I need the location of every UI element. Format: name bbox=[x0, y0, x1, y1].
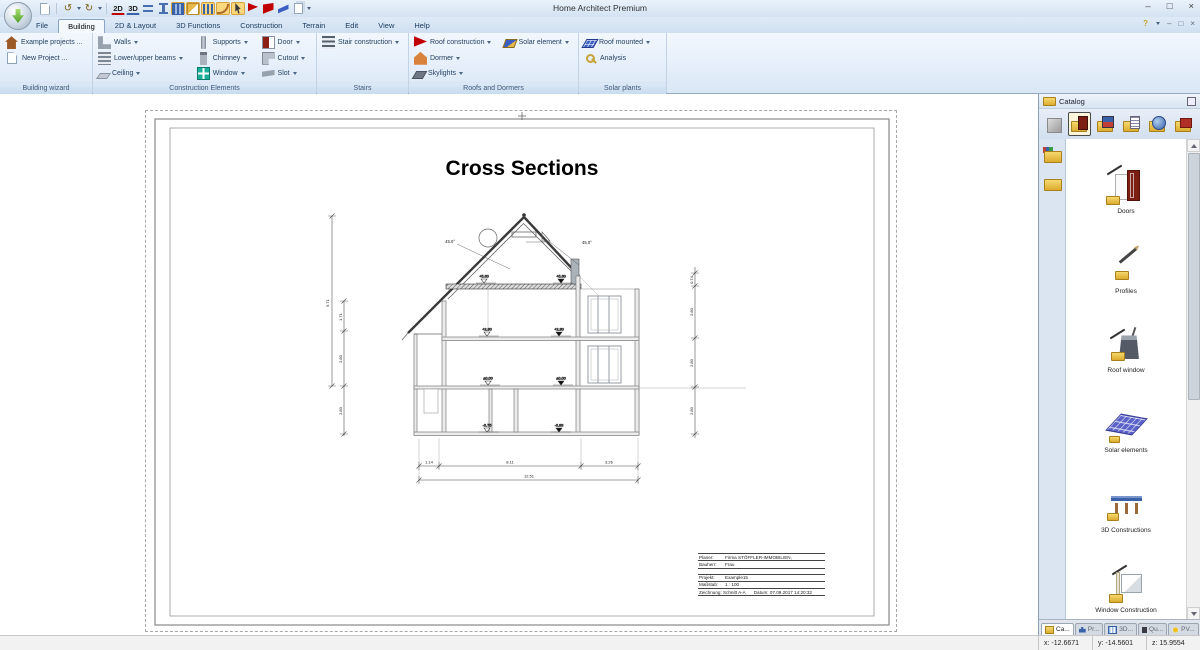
catalog-item-label: Roof window bbox=[1107, 367, 1145, 375]
dim-label: 8.11 bbox=[506, 459, 514, 465]
ribbon-minimize-button[interactable]: – bbox=[1167, 19, 1172, 28]
roof-lines bbox=[402, 213, 614, 340]
catalog-item-doors[interactable] bbox=[1066, 141, 1186, 221]
title-block bbox=[698, 553, 825, 596]
titleblock-label: Planer: bbox=[699, 554, 714, 560]
example-projects-button[interactable] bbox=[4, 35, 88, 51]
dropdown-arrow-icon[interactable] bbox=[646, 41, 650, 44]
drawing-canvas[interactable] bbox=[0, 94, 1037, 635]
red-box-icon bbox=[1180, 118, 1192, 128]
lower-upper-beams-button[interactable] bbox=[97, 51, 190, 67]
level-label: +2.80 bbox=[554, 327, 564, 332]
titleblock-value: Example15 bbox=[725, 575, 748, 581]
catalog-item-roof-window[interactable] bbox=[1066, 301, 1186, 381]
new-project-button[interactable] bbox=[4, 51, 88, 67]
level-label: +2.80 bbox=[482, 327, 492, 332]
ribbon-restore-button[interactable]: □ bbox=[1178, 19, 1184, 28]
group-building-wizard bbox=[0, 33, 93, 93]
sun-icon bbox=[1172, 627, 1179, 633]
minimize-button[interactable]: – bbox=[1145, 1, 1151, 12]
group-roofs-and-dormers bbox=[409, 33, 579, 93]
dropdown-arrow-icon[interactable] bbox=[296, 41, 300, 44]
copy-dropdown-icon[interactable] bbox=[307, 7, 311, 10]
dropdown-arrow-icon[interactable] bbox=[487, 41, 491, 44]
stairs-icon bbox=[322, 36, 335, 49]
group-solar-plants bbox=[579, 33, 667, 93]
supports-label: Supports bbox=[212, 39, 241, 47]
window-construction-icon bbox=[1103, 565, 1149, 605]
catalog-item-label: Profiles bbox=[1115, 287, 1137, 295]
app-orb-arrow-icon bbox=[12, 9, 24, 23]
tab-3d-functions[interactable]: 3D Functions bbox=[176, 21, 221, 30]
drawing-title: Cross Sections bbox=[445, 157, 599, 180]
catalog-objects-button[interactable] bbox=[1042, 112, 1065, 136]
dim-label: 2.80 bbox=[689, 359, 694, 367]
cutout-label: Cutout bbox=[277, 54, 299, 62]
roof-construction-button[interactable] bbox=[413, 35, 497, 51]
dropdown-arrow-icon[interactable] bbox=[241, 72, 245, 75]
tab-help[interactable]: Help bbox=[414, 21, 430, 30]
folder-icon bbox=[1044, 151, 1062, 163]
ceiling-icon bbox=[96, 73, 111, 79]
tab-edit[interactable]: Edit bbox=[345, 21, 359, 30]
door-icon bbox=[262, 36, 275, 49]
toolbar-separator bbox=[56, 3, 57, 14]
tab-pv[interactable] bbox=[1168, 623, 1199, 635]
bottom-dimensions bbox=[417, 438, 641, 484]
dim-label: 1.14 bbox=[425, 459, 433, 465]
group-construction-elements bbox=[93, 33, 317, 93]
chimney-icon bbox=[200, 52, 207, 65]
ribbon bbox=[0, 33, 1200, 94]
new-page-icon bbox=[7, 52, 17, 64]
titlebar bbox=[0, 0, 1200, 18]
copy-icon[interactable] bbox=[291, 2, 305, 15]
walls-button[interactable] bbox=[97, 35, 190, 51]
tab-label: Qu... bbox=[1149, 626, 1164, 633]
quick-access-toolbar bbox=[38, 1, 311, 16]
group-label-construction-elements: Construction Elements bbox=[93, 82, 316, 95]
ceiling-button[interactable] bbox=[97, 66, 190, 82]
roof-wedge-tool-icon[interactable] bbox=[276, 2, 290, 15]
catalog-item-label: Window Construction bbox=[1095, 606, 1157, 614]
right-dimensions bbox=[689, 267, 699, 438]
window-icon bbox=[197, 67, 210, 80]
beams-icon bbox=[98, 52, 111, 65]
dropdown-arrow-icon[interactable] bbox=[293, 72, 297, 75]
group-label-roofs-and-dormers: Roofs and Dormers bbox=[409, 82, 578, 95]
dim-label: 2.80 bbox=[338, 407, 343, 415]
interior-walls bbox=[424, 289, 518, 432]
stair-construction-label: Stair construction bbox=[338, 39, 393, 47]
catalog-title: Catalog bbox=[1059, 96, 1085, 106]
group-stairs bbox=[317, 33, 409, 93]
example-projects-label: Example projects ... bbox=[21, 39, 83, 47]
slot-button[interactable] bbox=[261, 66, 312, 82]
dropdown-arrow-icon[interactable] bbox=[301, 57, 305, 60]
roof-angle-right-label: 45.0° bbox=[582, 240, 592, 245]
catalog-item-window-construction[interactable] bbox=[1066, 540, 1186, 620]
dropdown-arrow-icon[interactable] bbox=[459, 72, 463, 75]
titleblock-value: 1 : 100 bbox=[725, 582, 740, 588]
dim-label: 12.51 bbox=[523, 473, 535, 479]
window-title: Home Architect Premium bbox=[553, 3, 647, 13]
catalog-scrollbar[interactable] bbox=[1186, 139, 1200, 620]
roof-window-icon bbox=[1103, 325, 1149, 365]
catalog-item-solar-elements[interactable] bbox=[1066, 380, 1186, 460]
roof-construction-label: Roof construction bbox=[430, 39, 485, 47]
titleblock-label: Maßstab: bbox=[699, 582, 719, 588]
dim-label: 0.74 bbox=[689, 276, 694, 284]
dropdown-arrow-icon[interactable] bbox=[134, 41, 138, 44]
new-document-icon[interactable] bbox=[38, 2, 52, 15]
catalog-folder-button[interactable] bbox=[1042, 175, 1062, 191]
catalog-item-label: Solar elements bbox=[1104, 447, 1148, 455]
catalog-item-profiles[interactable] bbox=[1066, 221, 1186, 301]
titleblock-value: Frau bbox=[725, 561, 735, 567]
dropdown-arrow-icon[interactable] bbox=[179, 57, 183, 60]
house-icon bbox=[5, 36, 18, 49]
dock-icon[interactable] bbox=[1187, 97, 1196, 106]
dropdown-arrow-icon[interactable] bbox=[136, 72, 140, 75]
catalog-panel bbox=[1038, 94, 1200, 635]
dormer-icon bbox=[414, 52, 427, 65]
2d-view-icon[interactable]: 2D bbox=[111, 2, 125, 15]
roof-mounted-label: Roof mounted bbox=[599, 39, 643, 47]
dim-label: 2.80 bbox=[338, 355, 343, 363]
catalog-item-list bbox=[1066, 139, 1186, 620]
doors-icon bbox=[1103, 166, 1149, 206]
catalog-textures-button[interactable] bbox=[1094, 112, 1117, 136]
undo-icon[interactable]: ↺ bbox=[63, 3, 73, 14]
skylights-button[interactable] bbox=[413, 66, 497, 82]
tree-icon bbox=[1079, 627, 1086, 633]
dim-label: 3.26 bbox=[605, 459, 613, 465]
status-y-coordinate: y: -14.5601 bbox=[1092, 636, 1146, 650]
tab-project[interactable] bbox=[1075, 623, 1104, 635]
group-label-solar-plants: Solar plants bbox=[579, 82, 666, 95]
book-icon bbox=[1142, 627, 1147, 633]
tab-label: Ca... bbox=[1056, 626, 1070, 633]
catalog-favorites-folder-button[interactable] bbox=[1042, 147, 1062, 163]
spline-tool-icon[interactable] bbox=[216, 2, 230, 15]
tab-terrain[interactable]: Terrain bbox=[302, 21, 326, 30]
cutout-button[interactable] bbox=[261, 51, 312, 67]
new-project-label: New Project ... bbox=[22, 54, 68, 62]
slot-label: Slot bbox=[277, 70, 290, 78]
titleblock-value: Firma STÖFFLER-IMMOBILIEN, bbox=[725, 554, 792, 560]
tab-catalog[interactable] bbox=[1041, 623, 1074, 635]
dropdown-arrow-icon[interactable] bbox=[456, 57, 460, 60]
dropdown-arrow-icon[interactable] bbox=[395, 41, 399, 44]
folder-icon bbox=[1045, 626, 1054, 634]
section-bars-icon[interactable] bbox=[201, 2, 215, 15]
cube-icon bbox=[1047, 118, 1062, 133]
redo-dropdown-icon[interactable] bbox=[98, 7, 102, 10]
solar-element-button[interactable] bbox=[503, 35, 574, 51]
tab-view[interactable]: View bbox=[378, 21, 395, 30]
ribbon-window-controls bbox=[1143, 19, 1195, 28]
titleblock-value: Datum: 07.09.2017 14:20:32 bbox=[753, 589, 812, 595]
level-label: ±0.00 bbox=[556, 376, 566, 381]
solar-elements-icon bbox=[1103, 405, 1149, 445]
status-bar bbox=[0, 635, 1200, 650]
skylights-label: Skylights bbox=[428, 70, 457, 78]
analysis-button[interactable] bbox=[583, 51, 662, 67]
supports-button[interactable] bbox=[196, 35, 255, 51]
door-button[interactable] bbox=[261, 35, 312, 51]
roof-flag-icon bbox=[414, 36, 427, 49]
tab-label: PV... bbox=[1181, 626, 1195, 633]
ceiling-label: Ceiling bbox=[112, 70, 134, 78]
stair-construction-button[interactable] bbox=[321, 35, 404, 51]
redo-icon[interactable]: ↻ bbox=[84, 3, 94, 14]
tab-2d-layout[interactable]: 2D & Layout bbox=[114, 21, 157, 30]
catalog-header bbox=[1039, 94, 1200, 109]
3d-constructions-icon bbox=[1103, 485, 1149, 525]
close-button[interactable]: × bbox=[1188, 1, 1194, 12]
catalog-materials-button[interactable] bbox=[1120, 112, 1143, 136]
titleblock-label: Projekt: bbox=[699, 575, 715, 581]
tab-building[interactable]: Building bbox=[58, 19, 105, 34]
roof-tool-icon[interactable] bbox=[246, 2, 260, 15]
level-label: ±0.00 bbox=[483, 376, 493, 381]
texture-icon bbox=[1102, 116, 1114, 128]
roof-angle-annotations bbox=[445, 229, 592, 269]
chimney-button[interactable] bbox=[196, 51, 255, 67]
help-dropdown-icon[interactable] bbox=[1156, 22, 1160, 25]
grid-icon bbox=[1108, 626, 1117, 634]
column-view-icon[interactable] bbox=[156, 2, 170, 15]
pointer-tool-icon[interactable] bbox=[231, 2, 245, 15]
dropdown-arrow-icon[interactable] bbox=[243, 57, 247, 60]
status-x-coordinate: x: -12.6671 bbox=[1038, 636, 1092, 650]
3d-view-icon[interactable]: 3D bbox=[126, 2, 140, 15]
magnifier-icon bbox=[586, 54, 595, 63]
ribbon-close-button[interactable]: × bbox=[1190, 19, 1195, 28]
beams-label: Lower/upper beams bbox=[114, 54, 176, 62]
dim-label: 1.71 bbox=[338, 313, 343, 321]
solar-element-label: Solar element bbox=[518, 39, 562, 47]
cutout-icon bbox=[262, 52, 275, 65]
catalog-item-label: 3D Constructions bbox=[1101, 527, 1151, 535]
window-controls bbox=[1145, 1, 1194, 12]
catalog-body bbox=[1039, 139, 1200, 620]
support-column-icon bbox=[201, 36, 206, 49]
catalog-toolbar bbox=[1039, 109, 1200, 140]
dormer-button[interactable] bbox=[413, 51, 497, 67]
catalog-item-3d-constructions[interactable] bbox=[1066, 460, 1186, 540]
toolbar-separator bbox=[106, 3, 107, 14]
tab-construction[interactable]: Construction bbox=[240, 21, 283, 30]
dropdown-arrow-icon[interactable] bbox=[244, 41, 248, 44]
door-label: Door bbox=[277, 39, 293, 47]
tab-file[interactable]: File bbox=[36, 21, 49, 30]
dim-label: 2.80 bbox=[689, 308, 694, 316]
dim-label: 9.71 bbox=[325, 299, 330, 307]
analysis-label: Analysis bbox=[600, 54, 627, 62]
catalog-web-button[interactable] bbox=[1146, 112, 1169, 136]
selection-mode-icon[interactable] bbox=[186, 2, 200, 15]
roof-angle-left-label: 45.0° bbox=[445, 239, 455, 244]
slot-icon bbox=[262, 67, 275, 80]
level-label: +5.60 bbox=[556, 274, 566, 279]
titleblock-value: Zeichnung: Schnitt A-A bbox=[699, 589, 746, 595]
tab-3d[interactable] bbox=[1104, 623, 1137, 635]
level-label: -0.75 bbox=[482, 423, 492, 428]
plan-sheet bbox=[145, 110, 897, 632]
scroll-up-icon[interactable] bbox=[1187, 139, 1200, 152]
roof-area-tool-icon[interactable] bbox=[261, 2, 275, 15]
undo-dropdown-icon[interactable] bbox=[77, 7, 81, 10]
folder-icon bbox=[1044, 179, 1062, 191]
skylight-icon bbox=[412, 71, 428, 79]
level-label: +5.60 bbox=[479, 274, 489, 279]
status-z-coordinate: z: 15.9554 bbox=[1146, 636, 1200, 650]
chimney-label: Chimney bbox=[212, 54, 241, 62]
titleblock-label: Bauherr: bbox=[699, 561, 717, 567]
tab-quantities[interactable] bbox=[1138, 623, 1167, 635]
catalog-components-button[interactable] bbox=[1172, 112, 1195, 136]
roof-mounted-button[interactable] bbox=[583, 35, 662, 51]
solar-element-icon bbox=[502, 39, 517, 48]
dropdown-arrow-icon[interactable] bbox=[565, 41, 569, 44]
catalog-folder-icon bbox=[1043, 97, 1056, 106]
tab-label: Pr... bbox=[1087, 626, 1100, 633]
solar-panel-icon bbox=[581, 39, 598, 48]
tab-label: 3D... bbox=[1119, 626, 1134, 633]
dormer-label: Dormer bbox=[430, 54, 454, 62]
catalog-item-label: Doors bbox=[1117, 207, 1135, 215]
catalog-side-strip bbox=[1039, 139, 1066, 620]
scrollbar-thumb[interactable] bbox=[1188, 153, 1200, 400]
left-dimensions bbox=[325, 214, 348, 437]
material-page-icon bbox=[1130, 116, 1140, 129]
main-area bbox=[0, 94, 1200, 635]
dim-label: 2.80 bbox=[689, 407, 694, 415]
layers-icon[interactable] bbox=[141, 2, 155, 15]
walls-label: Walls bbox=[114, 39, 131, 47]
group-label-building-wizard: Building wizard bbox=[0, 82, 92, 95]
maximize-button[interactable]: □ bbox=[1166, 1, 1173, 12]
attic-slab bbox=[446, 284, 581, 289]
door-mini-icon bbox=[1078, 116, 1088, 130]
group-label-stairs: Stairs bbox=[317, 82, 408, 95]
profiles-icon bbox=[1103, 246, 1149, 286]
globe-icon bbox=[1152, 116, 1166, 130]
window-label: Window bbox=[212, 70, 238, 78]
wall-icon bbox=[98, 36, 111, 49]
catalog-doors-button[interactable] bbox=[1068, 112, 1091, 136]
level-label: -0.88 bbox=[554, 423, 564, 428]
window-button[interactable] bbox=[196, 66, 255, 82]
application-menu-button[interactable] bbox=[4, 2, 32, 30]
help-icon[interactable]: ? bbox=[1143, 19, 1149, 28]
catalog-bottom-tabs bbox=[1039, 619, 1200, 635]
ribbon-tab-bar bbox=[0, 17, 1200, 33]
grid-icon[interactable] bbox=[171, 2, 185, 15]
